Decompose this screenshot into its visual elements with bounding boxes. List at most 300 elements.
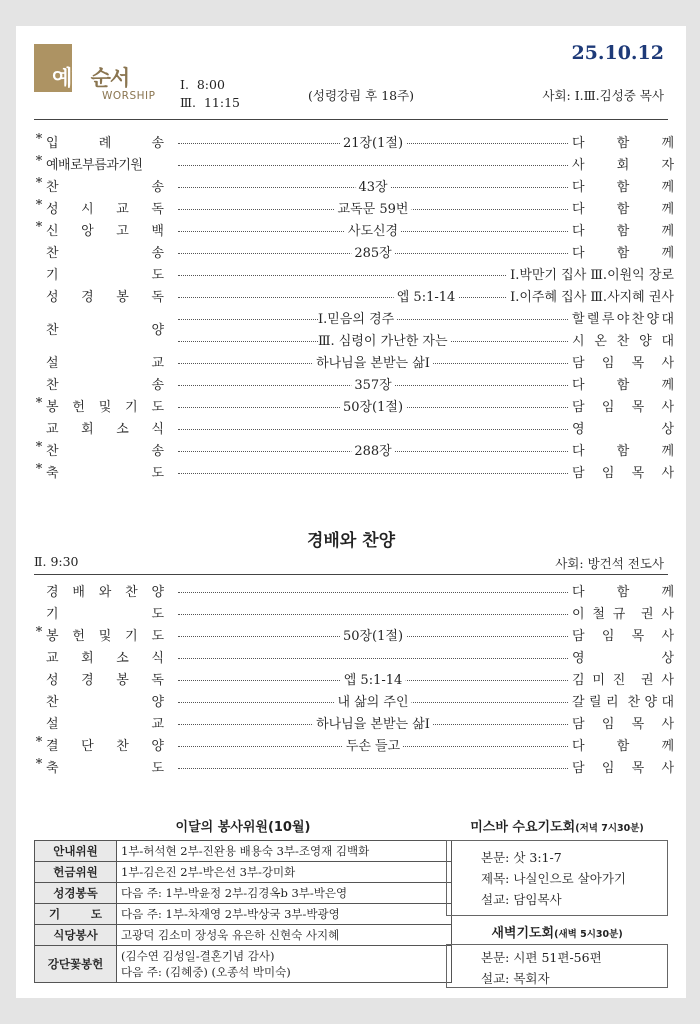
order-label-char: 축: [46, 761, 59, 776]
order-label-char: 봉: [46, 629, 59, 644]
order-label-char: 회: [81, 651, 94, 666]
order-detail-text: 21장(1절): [340, 132, 406, 151]
order-performer-char: 찬: [627, 695, 640, 710]
order-detail: [178, 733, 568, 755]
order-performer-char: 루: [601, 312, 615, 327]
order-label: [46, 242, 164, 261]
volunteer-row: [35, 946, 452, 983]
order-label-char: 성: [46, 202, 59, 217]
order-row: [34, 284, 674, 306]
order-detail: [178, 711, 568, 733]
order-detail: [178, 240, 568, 262]
order-row: [34, 394, 674, 416]
service2-time: Ⅱ. 9:30: [34, 554, 79, 569]
order-mark: *: [35, 176, 43, 191]
order-label-char: 성: [46, 673, 59, 688]
worship-logo-subtitle: WORSHIP: [102, 90, 156, 102]
order-label-char: 도: [151, 466, 164, 481]
order-performer-char: 사: [661, 761, 674, 776]
order-detail-text: 285장: [351, 242, 394, 261]
order-performer-char: 릴: [589, 695, 602, 710]
volunteer-names: [117, 904, 452, 925]
dawn-box: [446, 944, 668, 988]
order-performer-char: 할: [572, 312, 585, 327]
order-row: [34, 579, 674, 601]
dawn-title-text: 새벽기도회: [491, 926, 555, 941]
volunteer-row: [35, 841, 452, 862]
order-performer-char: 임: [601, 466, 615, 481]
order-performer-char: 목: [631, 466, 645, 481]
order-detail: [178, 372, 568, 394]
leader-dots: [178, 429, 568, 430]
volunteer-names-line: 다음 주: (김혜중) (오종석 박미숙): [121, 965, 291, 979]
anthem-line: [178, 306, 568, 328]
dawn-title: [446, 922, 668, 941]
order-label-char: 입: [46, 136, 59, 151]
leader-dots: [178, 768, 568, 769]
order-detail: [178, 130, 568, 152]
order-label-char: 봉: [116, 290, 129, 305]
worship-logo-title: [52, 62, 129, 92]
order-detail: [178, 262, 674, 284]
order-detail-text: 43장: [355, 176, 390, 195]
order-detail: [178, 284, 674, 306]
order-row: [34, 645, 674, 667]
order-mark: *: [35, 625, 43, 640]
order-mark: *: [35, 396, 43, 411]
service-time-3: Ⅲ. 11:15: [180, 95, 240, 110]
leader-dots: [178, 614, 568, 615]
leader-dots: [178, 473, 568, 474]
volunteer-role: 식당봉사: [35, 925, 117, 946]
order-performer: [572, 691, 674, 710]
order-detail-text: 두손 들고: [343, 735, 403, 754]
order-performer-char: 목: [631, 717, 645, 732]
order-performer-char: 임: [601, 761, 615, 776]
order-label-char: 설: [46, 717, 59, 732]
order-label-char: 도: [151, 761, 164, 776]
order-performer-char: 대: [661, 334, 674, 349]
order-row: [34, 240, 674, 262]
wednesday-line: 제목: 나실인으로 살아가기: [481, 871, 626, 886]
order-performer-char: 사: [661, 673, 674, 688]
order-label: [46, 581, 164, 600]
order-label-char: 송: [151, 246, 164, 261]
order-performer-char: 함: [616, 739, 630, 754]
order-label: [46, 462, 164, 481]
service-times: [180, 76, 240, 112]
order-detail-text: 357장: [351, 374, 394, 393]
order-detail: [178, 460, 568, 482]
order-mark: *: [35, 132, 43, 147]
order-detail-text: 교독문 59번: [335, 198, 412, 217]
order-label-char: 결: [46, 739, 59, 754]
dawn-line: 설교: 목회자: [481, 971, 550, 986]
order-label-char: 양: [151, 739, 164, 754]
order-detail-text: 엡 5:1-14: [341, 669, 406, 688]
service2-rule: [34, 574, 668, 575]
order-detail-text: 엡 5:1-14: [394, 286, 459, 305]
order-row: [34, 667, 674, 689]
order-label-char: 송: [151, 136, 164, 151]
order-performer-char: 담: [572, 761, 585, 776]
order-label-char: 소: [116, 651, 129, 666]
order-detail: [178, 438, 568, 460]
leader-dots: [178, 658, 568, 659]
order-performer: [572, 132, 674, 151]
order-label-char: 봉: [46, 400, 59, 415]
order-performer-char: 영: [572, 651, 585, 666]
order-performer-char: 갈: [572, 695, 585, 710]
leader-dots: [178, 165, 568, 166]
volunteer-role: 강단꽃봉헌: [35, 946, 117, 983]
order-label-char: 축: [46, 466, 59, 481]
volunteer-names-line: (김수연 김성일-결혼기념 감사): [121, 949, 275, 963]
order-performer-char: 담: [572, 466, 585, 481]
bulletin-page: [16, 26, 686, 998]
order-performer: [572, 757, 674, 776]
order-performer-char: 다: [572, 246, 585, 261]
volunteer-names-line: 1부-허석현 2부-진완용 배용숙 3부-조영재 김백화: [121, 844, 370, 858]
order-row: [34, 416, 674, 438]
order-row: [34, 601, 674, 623]
order-performer: [572, 154, 674, 173]
order-label-char: 백: [151, 224, 164, 239]
logo-title-a: 예배: [52, 66, 91, 90]
service-host: 사회: Ⅰ.Ⅲ.김성중 목사: [542, 88, 664, 103]
order-performer-char: 께: [661, 444, 674, 459]
order-row: [34, 174, 674, 196]
order-label: [46, 198, 164, 217]
order-label-char: 교: [46, 422, 59, 437]
order-label-char: 찬: [116, 739, 129, 754]
order-detail: [178, 667, 568, 689]
order-performer-char: 양: [639, 334, 652, 349]
volunteer-names: [117, 883, 452, 904]
order-performer-char: 사: [572, 158, 585, 173]
order-leader: Ⅰ.이주혜 집사 Ⅲ.사지혜 권사: [507, 286, 674, 305]
order-label-char: 기: [125, 629, 138, 644]
order-performer-char: 찬: [616, 334, 630, 349]
order-mark: *: [35, 198, 43, 213]
order-label-char: 헌: [72, 629, 85, 644]
order-label-char: 교: [116, 202, 129, 217]
order-performer-char: 함: [616, 136, 630, 151]
order-performer-char: 함: [616, 444, 630, 459]
order-mark: *: [35, 757, 43, 772]
order-performer: [572, 735, 674, 754]
order-label: [46, 713, 164, 732]
order-label-char: 례: [98, 136, 112, 151]
order-label-char: 기: [46, 268, 59, 283]
order-performer: [572, 242, 674, 261]
order-performer-char: 임: [601, 629, 615, 644]
order-label-char: 와: [98, 585, 112, 600]
order-performer: [572, 330, 674, 349]
service2-title: 경배와 찬양: [306, 531, 396, 551]
order-performer-char: 께: [661, 378, 674, 393]
order-label-char: 독: [151, 673, 164, 688]
order-row: [34, 755, 674, 777]
volunteer-role-char: 기: [49, 907, 61, 921]
order-performer-char: 상: [661, 651, 674, 666]
order-performer-char: 사: [661, 629, 674, 644]
order-detail: [178, 755, 568, 777]
order-performer-char: 찬: [631, 312, 645, 327]
volunteer-names-line: 다음 주: 1부-박윤정 2부-김경옥b 3부-박은영: [121, 886, 348, 900]
order-performer: [572, 581, 674, 600]
bulletin-date: 25.10.12: [571, 42, 664, 64]
order-leader: Ⅰ.박만기 집사 Ⅲ.이원익 장로: [507, 264, 674, 283]
order-row: [34, 262, 674, 284]
order-performer-char: 권: [641, 607, 654, 622]
order-label: [46, 319, 164, 338]
anthem-title: Ⅲ. 심령이 가난한 자는: [318, 330, 451, 349]
order-performer-char: 사: [661, 717, 674, 732]
order-detail: [178, 174, 568, 196]
volunteer-role-char: 도: [90, 907, 102, 921]
order-label: [46, 418, 164, 437]
order-label: [46, 220, 164, 239]
volunteer-role: [35, 904, 117, 925]
logo-title-b: 순서: [90, 66, 130, 90]
order-performer-char: 목: [631, 629, 645, 644]
order-label-char: 찬: [46, 246, 59, 261]
order-label-char: 도: [151, 268, 164, 283]
order-detail: [178, 601, 568, 623]
order-detail-text: 50장(1절): [340, 625, 406, 644]
order-performer-char: 담: [572, 400, 585, 415]
volunteer-row: [35, 862, 452, 883]
order-label-char: 독: [151, 202, 164, 217]
order-row: [34, 460, 674, 482]
order-label: [46, 286, 164, 305]
order-performer-char: 임: [601, 400, 615, 415]
order-performer: [572, 220, 674, 239]
order-performer-char: 김: [572, 673, 585, 688]
order-label: [46, 132, 164, 151]
volunteer-names: [117, 925, 452, 946]
order-label-char: 양: [151, 323, 164, 338]
order-performer-char: 진: [612, 673, 626, 688]
order-performer: [572, 176, 674, 195]
order-label-char: 기: [125, 400, 138, 415]
volunteer-row: [35, 925, 452, 946]
dawn-time: (새벽 5시30분): [554, 929, 623, 940]
order-label-char: 신: [46, 224, 59, 239]
order-performer: [572, 352, 674, 371]
order-performer-char: 이: [572, 607, 585, 622]
order-label-char: 교: [46, 651, 59, 666]
order-label-char: 경: [46, 585, 59, 600]
service2-host: 사회: 방건석 전도사: [555, 556, 664, 571]
order-detail-text: 50장(1절): [340, 396, 406, 415]
order-label-char: 찬: [46, 378, 59, 393]
service-time-1: Ⅰ. 8:00: [180, 77, 225, 92]
order-detail: [178, 645, 568, 667]
order-detail: [178, 689, 568, 711]
order-row: [34, 623, 674, 645]
order-performer-char: 철: [592, 607, 605, 622]
order-label: [46, 352, 164, 371]
order-mark: *: [35, 462, 43, 477]
order-label-char: 송: [151, 378, 164, 393]
order-label-char: 찬: [46, 444, 59, 459]
order-label: 예배로부름과기원: [46, 158, 143, 173]
order-label-char: 식: [151, 422, 164, 437]
order-performer-char: 다: [572, 444, 585, 459]
order-performer: [572, 418, 674, 437]
order-row: [34, 350, 674, 372]
order-label-char: 경: [81, 290, 94, 305]
order-performer-char: 야: [616, 312, 630, 327]
order-performer-char: 함: [616, 246, 630, 261]
order-detail: [178, 350, 568, 372]
order-performer-char: 다: [572, 202, 585, 217]
order-performer-char: 목: [631, 356, 645, 371]
order-detail: [178, 218, 568, 240]
order-performer-char: 양: [646, 312, 660, 327]
order-performer: [572, 308, 674, 327]
order-performer: [572, 198, 674, 217]
wednesday-line: 본문: 삿 3:1-7: [481, 850, 562, 865]
volunteer-names-line: 다음 주: 1부-차재영 2부-박상국 3부-박광영: [121, 907, 340, 921]
order-performer: [572, 396, 674, 415]
order-performer-char: 함: [616, 585, 630, 600]
liturgical-season: (성령강림 후 18주): [308, 88, 415, 103]
order-performer-char: 대: [661, 312, 674, 327]
volunteers-table: [34, 840, 452, 983]
order-label-char: 헌: [72, 400, 85, 415]
order-label-char: 봉: [116, 673, 129, 688]
order-label-char: 찬: [46, 695, 59, 710]
volunteer-role: 안내위원: [35, 841, 117, 862]
order-label: [46, 757, 164, 776]
order-detail: [178, 152, 568, 174]
order-performer-char: 께: [661, 585, 674, 600]
order-performer-char: 다: [572, 180, 585, 195]
order-performer-char: 다: [572, 739, 585, 754]
order-detail: [178, 196, 568, 218]
order-performer-char: 임: [601, 356, 615, 371]
order-performer: [572, 603, 674, 622]
order-label: [46, 669, 164, 688]
order-label-char: 단: [81, 739, 94, 754]
order-label-char: 앙: [81, 224, 94, 239]
order-label: [46, 374, 164, 393]
order-label-char: 경: [81, 673, 94, 688]
volunteer-names: [117, 841, 452, 862]
volunteer-role: 성경봉독: [35, 883, 117, 904]
order-performer-char: 함: [616, 378, 630, 393]
order-performer-char: 사: [661, 400, 674, 415]
order-performer-char: 께: [661, 224, 674, 239]
order-performer-char: 께: [661, 180, 674, 195]
order-performer-char: 목: [631, 761, 645, 776]
order-performer-char: 께: [661, 202, 674, 217]
order-label: [46, 176, 164, 195]
order-label: [46, 264, 164, 283]
order-label: [46, 603, 164, 622]
order-row: [34, 130, 674, 152]
volunteer-names: [117, 946, 452, 983]
order-label-char: 송: [151, 180, 164, 195]
order-performer-char: 함: [616, 224, 630, 239]
volunteer-names: [117, 862, 452, 883]
order-performer-char: 임: [601, 717, 615, 732]
order-label-char: 기: [46, 607, 59, 622]
order-label-char: 소: [116, 422, 129, 437]
order-label-char: 성: [46, 290, 59, 305]
order-performer: [572, 374, 674, 393]
order-performer-char: 미: [592, 673, 605, 688]
order-label-char: 교: [151, 717, 164, 732]
order-detail-text: 내 삶의 주인: [334, 691, 411, 710]
order-row: [34, 196, 674, 218]
order-performer-char: 다: [572, 136, 585, 151]
order-performer-char: 함: [616, 180, 630, 195]
order-detail-text: 하나님을 본받는 삶Ⅰ: [313, 352, 433, 371]
order-label-char: 양: [151, 585, 164, 600]
order-label: [46, 396, 164, 415]
order-performer-char: 상: [661, 422, 674, 437]
order-performer-char: 담: [572, 717, 585, 732]
order-label: [46, 735, 164, 754]
order-detail-text: 사도신경: [345, 220, 401, 239]
order-label-char: 교: [151, 356, 164, 371]
wednesday-time: (저녁 7시30분): [575, 823, 644, 834]
header-rule: [34, 119, 668, 120]
order-performer-char: 권: [641, 673, 654, 688]
order-mark: *: [35, 440, 43, 455]
order-row: [34, 372, 674, 394]
order-mark: *: [35, 154, 43, 169]
volunteers-title: 이달의 봉사위원(10월): [175, 820, 311, 835]
order-detail-text: 하나님을 본받는 삶Ⅰ: [313, 713, 433, 732]
order-performer-char: 담: [572, 629, 585, 644]
order-row: [34, 733, 674, 755]
order-performer-char: 께: [661, 136, 674, 151]
order-row: [34, 218, 674, 240]
order-performer: [572, 462, 674, 481]
order-performer: [572, 713, 674, 732]
order-label-char: 및: [98, 629, 112, 644]
order-performer-char: 온: [594, 334, 607, 349]
order-performer: [572, 647, 674, 666]
order-performer-char: 사: [661, 466, 674, 481]
order-label-char: 양: [151, 695, 164, 710]
order-performer-char: 영: [572, 422, 585, 437]
order-performer-char: 다: [572, 378, 585, 393]
order-performer-char: 시: [572, 334, 585, 349]
order-label-char: 도: [151, 400, 164, 415]
order-performer-char: 다: [572, 585, 585, 600]
order-label-char: 및: [98, 400, 112, 415]
order-label-char: 시: [81, 202, 94, 217]
order-performer-char: 리: [606, 695, 619, 710]
order-performer-char: 대: [661, 695, 674, 710]
order-label-char: 도: [151, 607, 164, 622]
order-label-char: 독: [151, 290, 164, 305]
order-performer-char: 목: [631, 400, 645, 415]
order-performer-char: 담: [572, 356, 585, 371]
order-label-char: 배: [72, 585, 85, 600]
order-detail-text: 288장: [351, 440, 394, 459]
order-detail: [178, 579, 568, 601]
order-performer-char: 양: [644, 695, 657, 710]
dawn-line: 본문: 시편 51편-56편: [481, 950, 602, 965]
order-label: [46, 625, 164, 644]
